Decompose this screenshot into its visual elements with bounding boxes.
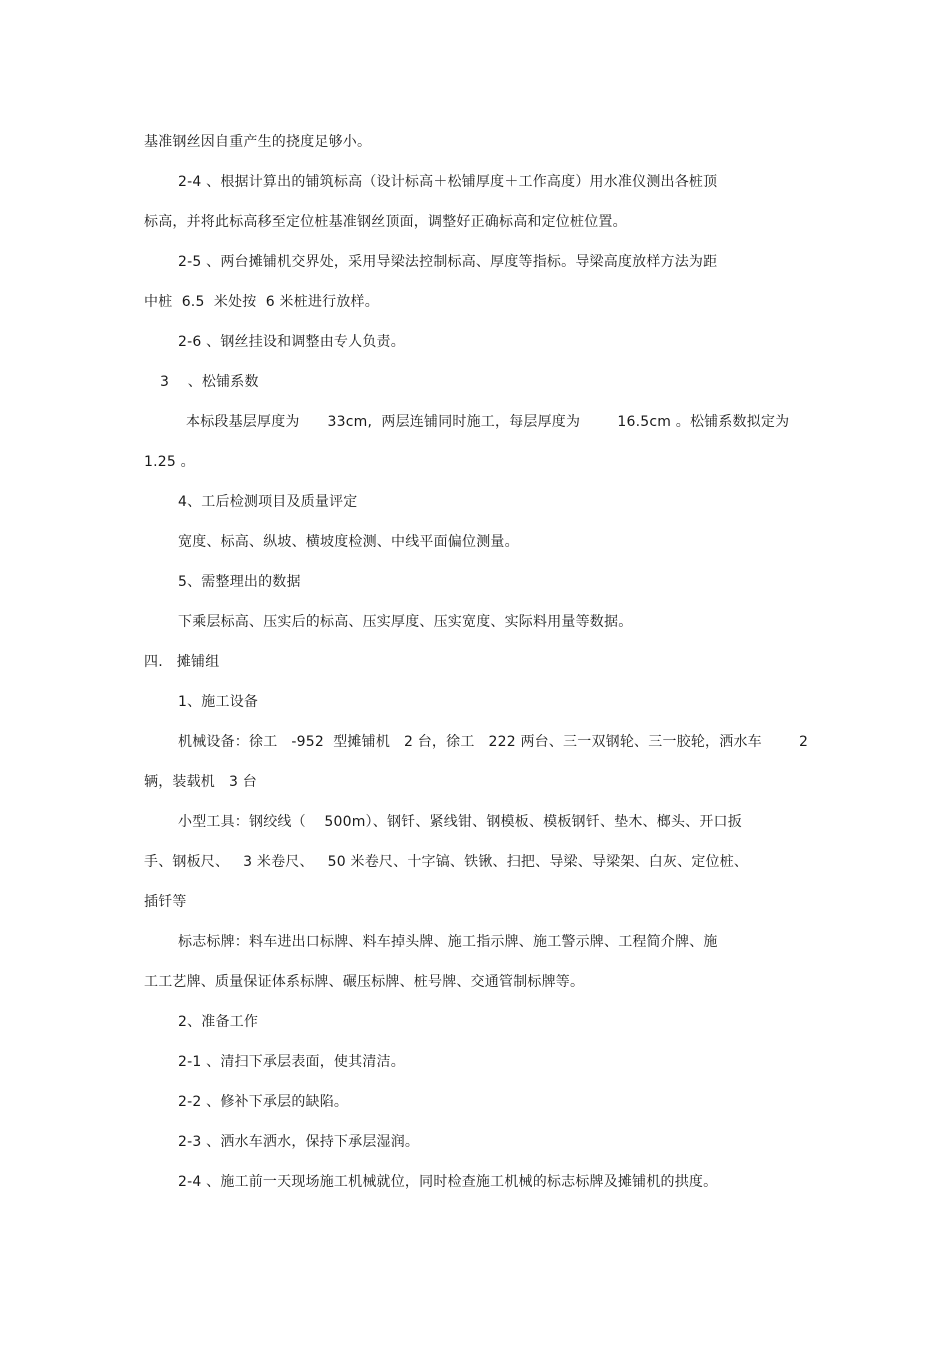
text-line: 标志标牌：料车进出口标牌、料车掉头牌、施工指示牌、施工警示牌、工程简介牌、施: [178, 934, 718, 950]
section-heading: 2、准备工作: [178, 1014, 259, 1030]
text-line: 下乘层标高、压实后的标高、压实厚度、压实宽度、实际料用量等数据。: [178, 614, 633, 630]
text-line: 小型工具：钢绞线（ 500m）、钢钎、紧线钳、钢模板、模板钢钎、垫木、榔头、开口扳: [178, 814, 742, 830]
text-line: 插钎等: [144, 894, 187, 910]
text-line: 标高，并将此标高移至定位桩基准钢丝顶面，调整好正确标高和定位桩位置。: [144, 214, 627, 230]
text-line: 本标段基层厚度为 33cm, 两层连铺同时施工，每层厚度为 16.5cm 。松铺系数拟定为: [186, 414, 790, 430]
chapter-heading: 四. 摊铺组: [144, 654, 220, 670]
text-line: 1.25 。: [144, 454, 195, 470]
section-heading: 5、需整理出的数据: [178, 574, 301, 590]
text-line: 2-2 、修补下承层的缺陷。: [178, 1094, 349, 1110]
text-line: 2-3 、洒水车洒水，保持下承层湿润。: [178, 1134, 420, 1150]
text-line: 基准钢丝因自重产生的挠度足够小。: [144, 134, 372, 150]
text-line: 2-6 、钢丝挂设和调整由专人负责。: [178, 334, 405, 350]
section-heading: 1、施工设备: [178, 694, 259, 710]
text-line: 中桩 6.5 米处按 6 米桩进行放样。: [144, 294, 379, 310]
text-line: 辆，装载机 3 台: [144, 774, 257, 790]
text-line: 宽度、标高、纵坡、横坡度检测、中线平面偏位测量。: [178, 534, 519, 550]
text-line: 机械设备：徐工 -952 型摊铺机 2 台，徐工 222 两台、三一双钢轮、三一胶轮，洒水车 2: [178, 734, 809, 750]
section-heading: 3 、松铺系数: [160, 374, 259, 390]
text-line: 工工艺牌、质量保证体系标牌、碾压标牌、桩号牌、交通管制标牌等。: [144, 974, 585, 990]
text-line: 2-5 、两台摊铺机交界处，采用导梁法控制标高、厚度等指标。导梁高度放样方法为距: [178, 254, 718, 270]
text-line: 2-4 、根据计算出的铺筑标高（设计标高＋松铺厚度＋工作高度）用水准仪测出各桩顶: [178, 174, 718, 190]
text-line: 2-1 、清扫下承层表面，使其清洁。: [178, 1054, 405, 1070]
text-line: 2-4 、施工前一天现场施工机械就位，同时检查施工机械的标志标牌及摊铺机的拱度。: [178, 1174, 718, 1190]
text-line: 手、钢板尺、 3 米卷尺、 50 米卷尺、十字镐、铁锹、扫把、导梁、导梁架、白灰、定位桩、: [144, 854, 749, 870]
section-heading: 4、工后检测项目及质量评定: [178, 494, 358, 510]
